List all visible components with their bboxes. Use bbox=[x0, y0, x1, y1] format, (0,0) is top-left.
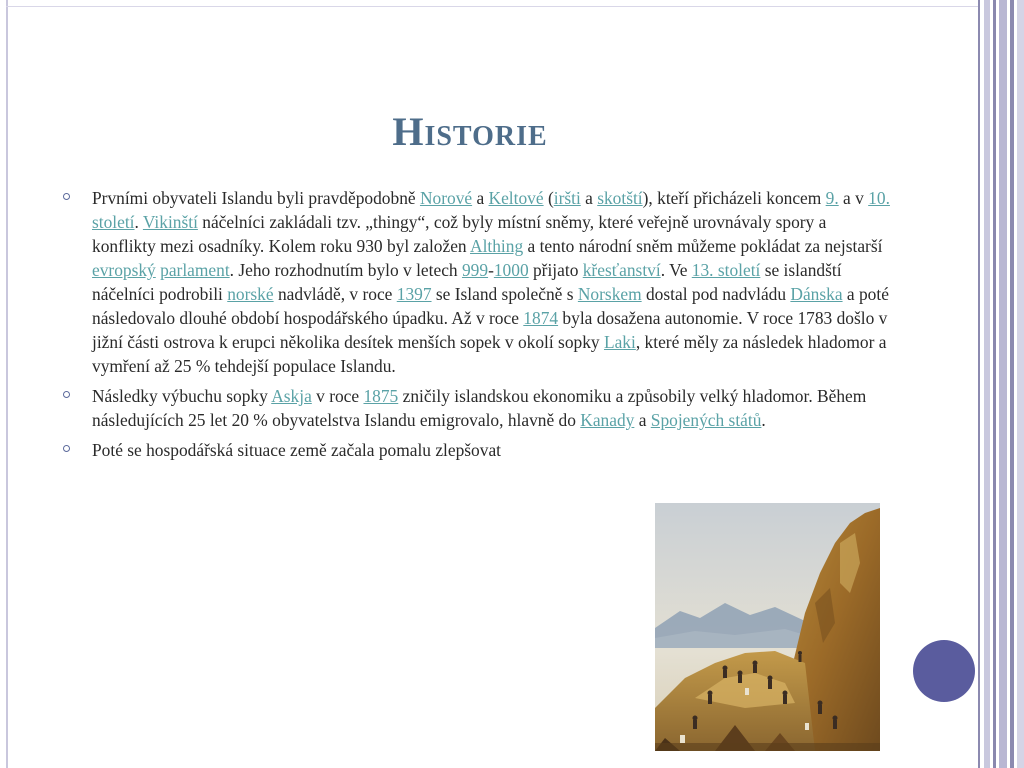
text-link[interactable]: Dánska bbox=[790, 284, 843, 304]
text-run: Poté se hospodářská situace země začala pomalu zlepšovat bbox=[92, 440, 502, 460]
text-run: . bbox=[761, 410, 766, 430]
text-link[interactable]: Askja bbox=[271, 386, 312, 406]
text-run: a bbox=[634, 410, 651, 430]
bullet-item bbox=[62, 186, 892, 378]
right-border-stripe bbox=[1010, 0, 1014, 768]
text-run: ), kteří přicházeli koncem bbox=[642, 188, 826, 208]
text-link[interactable]: křesťanství bbox=[582, 260, 661, 280]
text-link[interactable]: 999 bbox=[461, 260, 489, 280]
text-run: - bbox=[488, 260, 494, 280]
text-run: a bbox=[580, 188, 598, 208]
text-link[interactable]: 13. století bbox=[691, 260, 761, 280]
hollow-circle-bullet-icon bbox=[63, 391, 70, 398]
text-link[interactable]: Spojených států bbox=[650, 410, 762, 430]
text-run: v roce bbox=[311, 386, 364, 406]
text-run: přijato bbox=[528, 260, 583, 280]
bullet-list bbox=[62, 186, 892, 468]
text-link[interactable]: 1874 bbox=[523, 308, 559, 328]
text-run: a tento národní sněm můžeme pokládat za nejstarší bbox=[523, 236, 883, 256]
text-run: ( bbox=[543, 188, 554, 208]
text-link[interactable]: evropský bbox=[92, 260, 156, 280]
text-link[interactable]: Laki bbox=[603, 332, 636, 352]
text-link[interactable]: Keltové bbox=[488, 188, 544, 208]
text-run: náčelníci zakládali tzv. „thingy“, což byly místní sněmy, které veřejně urovnávaly spory a konflikty mezi osadníky. Kolem roku 930 byl založen bbox=[92, 212, 827, 256]
text-link[interactable]: 1875 bbox=[363, 386, 399, 406]
text-run: a bbox=[472, 188, 489, 208]
bullet-text bbox=[92, 440, 501, 460]
bullet-text bbox=[92, 188, 890, 376]
text-run: . bbox=[134, 212, 143, 232]
text-run: byla dosažena autonomie. V roce 1783 došlo v jižní části ostrova k erupci několika desítek menších sopek v okolí sopky bbox=[92, 308, 888, 352]
right-border-stripe bbox=[1017, 0, 1024, 768]
text-link[interactable]: iršti bbox=[553, 188, 581, 208]
right-border-stripe bbox=[978, 0, 980, 768]
text-link[interactable]: 9. bbox=[825, 188, 839, 208]
frame-top-line bbox=[6, 6, 980, 7]
text-link[interactable]: Althing bbox=[470, 236, 524, 256]
text-run: dostal pod nadvládu bbox=[641, 284, 791, 304]
text-link[interactable]: Kanady bbox=[580, 410, 635, 430]
bullet-item bbox=[62, 438, 892, 462]
text-link[interactable]: parlament bbox=[160, 260, 230, 280]
text-link[interactable]: 1000 bbox=[493, 260, 529, 280]
text-run: . Jeho rozhodnutím bylo v letech bbox=[229, 260, 462, 280]
text-link[interactable]: Norskem bbox=[577, 284, 642, 304]
text-run: se Island společně s bbox=[431, 284, 578, 304]
decorative-circle bbox=[913, 640, 975, 702]
text-run: , které měly za následek hladomor a vymření až 25 % tehdejší populace Islandu. bbox=[92, 332, 887, 376]
text-link[interactable]: 10. století bbox=[92, 188, 890, 232]
bullet-item bbox=[62, 384, 892, 432]
text-run: a poté následovalo dlouhé období hospodářského úpadku. Až v roce bbox=[92, 284, 889, 328]
right-border-stripe bbox=[993, 0, 996, 768]
text-link[interactable]: norské bbox=[227, 284, 274, 304]
right-border-stripe bbox=[984, 0, 990, 768]
hollow-circle-bullet-icon bbox=[63, 193, 70, 200]
text-run: nadvládě, v roce bbox=[273, 284, 397, 304]
slide-title: Historie bbox=[392, 109, 548, 154]
text-run: zničily islandskou ekonomiku a způsobily velký hladomor. Během následujících 25 let 20 % obyvatelstva Islandu emigrovalo, hlavně do bbox=[92, 386, 867, 430]
text-run: . Ve bbox=[660, 260, 692, 280]
text-link[interactable]: Norové bbox=[419, 188, 473, 208]
text-link[interactable]: 1397 bbox=[396, 284, 432, 304]
text-run: se islandští náčelníci podrobili bbox=[92, 260, 842, 304]
bullet-text bbox=[92, 386, 866, 430]
text-link[interactable]: skotští bbox=[597, 188, 643, 208]
right-border-stripe bbox=[999, 0, 1007, 768]
text-run: a v bbox=[838, 188, 869, 208]
hollow-circle-bullet-icon bbox=[63, 445, 70, 452]
text-link[interactable]: Vikinští bbox=[142, 212, 198, 232]
text-run: Následky výbuchu sopky bbox=[92, 386, 272, 406]
painting-image bbox=[655, 503, 880, 751]
text-run: Prvními obyvateli Islandu byli pravděpodobně bbox=[92, 188, 420, 208]
